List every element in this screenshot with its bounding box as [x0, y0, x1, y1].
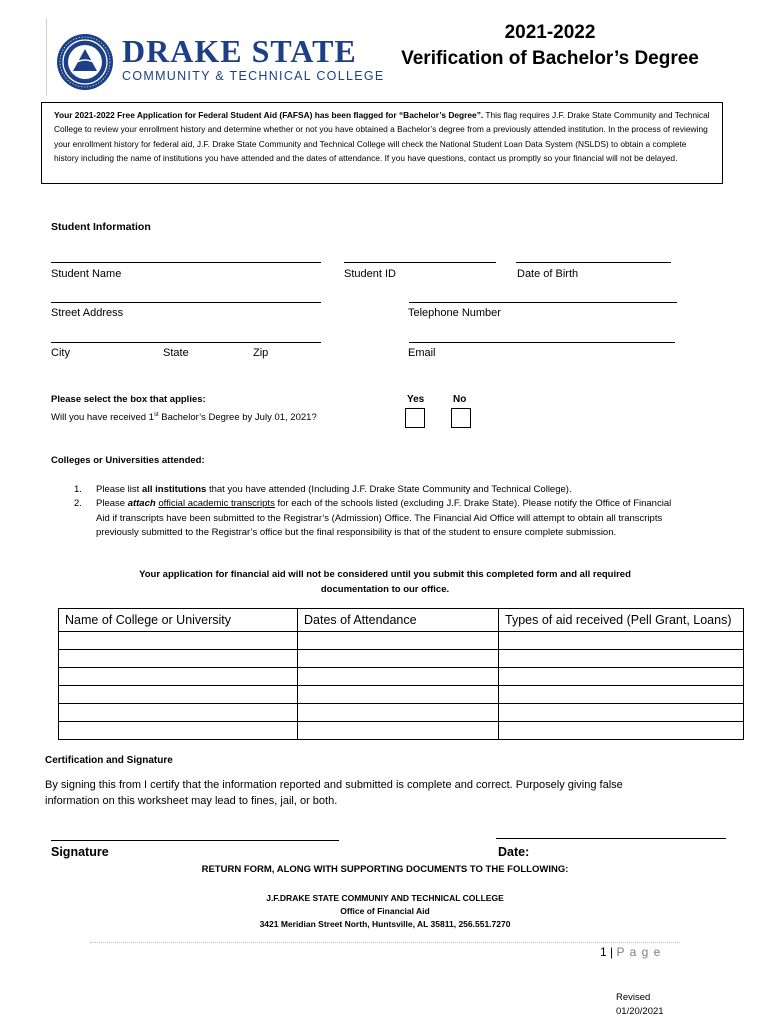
table-cell[interactable] [59, 668, 298, 686]
table-cell[interactable] [298, 632, 499, 650]
return-heading: RETURN FORM, ALONG WITH SUPPORTING DOCUMENTS TO THE FOLLOWING: [201, 864, 569, 875]
revised-label: Revised [616, 992, 651, 1003]
return-address-line2: Office of Financial Aid [340, 906, 430, 916]
table-cell[interactable] [59, 632, 298, 650]
warning-line-2: documentation to our office. [320, 584, 450, 595]
no-label: No [453, 394, 467, 405]
signature-line[interactable] [51, 840, 339, 841]
table-cell[interactable] [298, 668, 499, 686]
list-item-number: 2. [74, 498, 82, 510]
table-cell[interactable] [499, 686, 744, 704]
table-header-dates: Dates of Attendance [298, 609, 499, 632]
table-cell[interactable] [298, 686, 499, 704]
page-indicator: 1 | P a g e [600, 945, 662, 959]
telephone-label: Telephone Number [408, 307, 501, 319]
table-row [59, 704, 744, 722]
revised-date: 01/20/2021 [616, 1006, 664, 1017]
email-label: Email [408, 347, 436, 359]
header-left-rule [46, 18, 47, 96]
certification-heading: Certification and Signature [45, 755, 173, 766]
table-header-aid: Types of aid received (Pell Grant, Loans) [499, 609, 744, 632]
student-id-line[interactable] [344, 262, 496, 263]
college-seal-icon [56, 33, 114, 91]
page-number: 1 [600, 945, 607, 959]
table-row [59, 668, 744, 686]
date-line[interactable] [496, 838, 726, 839]
list-item-text: Please [96, 498, 128, 510]
list-item-number: 1. [74, 484, 82, 495]
signature-label: Signature [51, 845, 109, 859]
table-cell[interactable] [499, 722, 744, 740]
street-address-label: Street Address [51, 307, 124, 319]
list-item [74, 483, 684, 497]
telephone-line[interactable] [409, 302, 677, 303]
table-row [59, 686, 744, 704]
table-cell[interactable] [59, 686, 298, 704]
dob-label: Date of Birth [517, 268, 579, 280]
street-address-line[interactable] [51, 302, 321, 303]
instructions-list [74, 483, 684, 540]
notice-box [41, 102, 723, 184]
notice-rest: This flag requires J.F. Drake State Community and Technical College to review your enrollment history and determine whether or not you have obtained a Bachelor’s degree from a previously attended institution. In the process of reviewing your enrollment history for federal aid, J.F. Drake State Community and Technical College will check the National Student Loan Data System (NSLDS) to obtain a complete history including the name of institutions you have attended and the dates of attendance. If you have questions, contact us promptly so your financial will not be delayed. [54, 110, 710, 163]
list-item-bold: attach [127, 498, 156, 510]
zip-label: Zip [253, 347, 269, 359]
select-box-prompt: Please select the box that applies: [51, 394, 206, 405]
bachelor-question [51, 412, 317, 423]
table-header-college: Name of College or University [59, 609, 298, 632]
yes-label: Yes [407, 394, 425, 405]
certification-text-line1: By signing this from I certify that the information reported and submitted is complete and correct. Purposely giving false [45, 779, 623, 791]
student-info-heading: Student Information [51, 221, 151, 233]
email-line[interactable] [409, 342, 675, 343]
college-name-line1: DRAKE STATE [122, 33, 357, 69]
yes-checkbox[interactable] [405, 408, 425, 428]
form-title: Verification of Bachelor’s Degree [401, 48, 699, 69]
dob-line[interactable] [516, 262, 671, 263]
list-item-text: for each of the schools listed (excluding J.F. Drake State). Please notify the Office of Financial Aid if transcripts have been submitted to the Registrar’s (Admission) Office. The Financial Aid Office will attempt to obtain all transcripts previously submitted to the Registrar’s office but the final responsibility is that of the student to ensure complete submission. [96, 498, 672, 538]
table-cell[interactable] [59, 704, 298, 722]
return-address-line1: J.F.DRAKE STATE COMMUNIY AND TECHNICAL COLLEGE [266, 893, 504, 903]
student-name-label: Student Name [51, 268, 122, 280]
table-cell[interactable] [59, 650, 298, 668]
question-superscript: st [153, 412, 159, 418]
table-cell[interactable] [499, 650, 744, 668]
certification-text-line2: information on this worksheet may lead to fines, jail, or both. [45, 795, 338, 807]
page-label: P a g e [616, 945, 662, 959]
table-header-row [59, 609, 744, 632]
no-checkbox[interactable] [451, 408, 471, 428]
list-item-bold: all institutions [141, 484, 207, 495]
question-text-after: Bachelor’s Degree by July 01, 2021? [158, 412, 317, 424]
colleges-table [58, 608, 744, 740]
question-text-before: Will you have received 1 [51, 412, 154, 424]
table-cell[interactable] [298, 650, 499, 668]
notice-bold-lead: Your 2021-2022 Free Application for Federal Student Aid (FAFSA) has been flagged for “Bachelor’s Degree”. [54, 110, 484, 120]
table-row [59, 632, 744, 650]
list-item [74, 497, 684, 540]
city-label: City [51, 347, 70, 359]
table-cell[interactable] [499, 704, 744, 722]
state-label: State [163, 347, 189, 359]
student-id-label: Student ID [344, 268, 396, 280]
table-cell[interactable] [59, 722, 298, 740]
table-cell[interactable] [298, 704, 499, 722]
form-year: 2021-2022 [504, 22, 596, 43]
date-label: Date: [498, 845, 530, 859]
return-address-line3: 3421 Meridian Street North, Huntsville, AL 35811, 256.551.7270 [259, 919, 511, 929]
footer-rule [90, 942, 680, 943]
table-row [59, 650, 744, 668]
list-item-text: Please list [96, 484, 142, 495]
city-state-zip-line[interactable] [51, 342, 321, 343]
table-cell[interactable] [298, 722, 499, 740]
student-name-line[interactable] [51, 262, 321, 263]
table-row [59, 722, 744, 740]
table-cell[interactable] [499, 668, 744, 686]
list-item-text: that you have attended (Including J.F. Drake State Community and Technical College). [206, 484, 572, 495]
colleges-heading: Colleges or Universities attended: [51, 455, 205, 466]
table-cell[interactable] [499, 632, 744, 650]
warning-line-1: Your application for financial aid will not be considered until you submit this completed form and all required [139, 569, 631, 580]
list-item-underlined: official academic transcripts [158, 498, 275, 510]
college-name-line2: COMMUNITY & TECHNICAL COLLEGE [122, 69, 385, 83]
